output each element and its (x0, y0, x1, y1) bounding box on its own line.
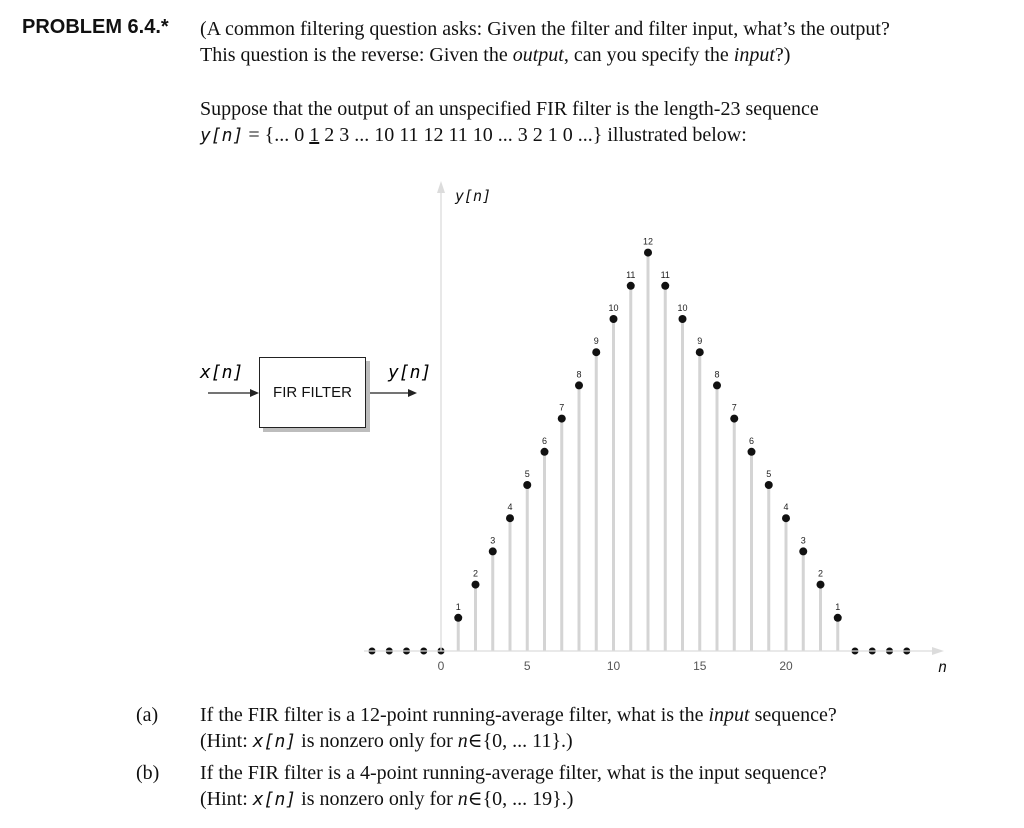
output-arrow-head (408, 389, 417, 397)
stem-point (489, 547, 497, 555)
part-b-line-1: If the FIR filter is a 4-point running-average filter, what is the input sequence? (200, 762, 827, 784)
stem-value-label: 6 (541, 435, 548, 446)
x-axis-label: n (938, 658, 948, 676)
fir-filter-box (259, 357, 366, 428)
stem-value-label: 11 (626, 269, 636, 280)
axes-layer (364, 181, 947, 676)
stem-value-label: 11 (660, 269, 670, 280)
stem-point (782, 514, 790, 522)
stem-point (661, 282, 669, 290)
x-tick-label: 20 (779, 659, 793, 673)
part-a-line-2: (Hint: x[n] is nonzero only for n∈{0, ... 11}.) (200, 730, 573, 752)
stem-value-label: 5 (524, 469, 530, 479)
stem-value-label: 12 (642, 236, 654, 247)
stem-value-label: 10 (608, 303, 619, 313)
stem-point (644, 249, 652, 257)
input-arrow-head (250, 389, 259, 397)
stem-point (472, 581, 480, 589)
input-label: x[n] (200, 362, 244, 383)
stem-point (592, 348, 600, 356)
x-tick-label: 5 (523, 659, 531, 673)
stem-value-label: 1 (455, 601, 461, 612)
stem-value-label: 8 (576, 369, 582, 380)
stem-point (575, 381, 583, 389)
fir-filter-label: FIR FILTER (273, 384, 352, 401)
stem-point (627, 282, 635, 290)
output-label: y[n] (388, 362, 432, 383)
x-tick-label: 0 (437, 659, 445, 673)
stem-value-label: 10 (677, 303, 688, 313)
stem-value-label: 3 (490, 535, 496, 546)
setup-line-2: y[n] = {... 0 1 2 3 ... 10 11 12 11 10 ... 3 2 1 0 ...} illustrated below: (200, 124, 747, 146)
stem-value-label: 5 (766, 469, 772, 479)
stem-value-label: 1 (835, 601, 841, 612)
stem-value-label: 2 (817, 568, 824, 579)
intro-line-2: This question is the reverse: Given the output, can you specify the input?) (200, 44, 791, 66)
output-signal-symbol: y[n] (200, 125, 244, 146)
stem-point (558, 415, 566, 423)
origin-marker: 1 (309, 124, 320, 146)
stem-point (454, 614, 462, 622)
stem-value-label: 2 (472, 568, 479, 579)
stem-point (541, 448, 549, 456)
stem-value-label: 7 (559, 402, 565, 413)
stem-point (713, 381, 721, 389)
stem-value-label: 4 (783, 502, 789, 513)
stem-value-label: 3 (800, 535, 806, 546)
y-axis-arrowhead (437, 181, 445, 193)
stem-layer (369, 237, 911, 655)
stem-value-label: 9 (593, 336, 599, 347)
y-axis-label: y[n] (455, 187, 492, 205)
problem-label: PROBLEM 6.4.* (22, 16, 169, 38)
stem-point (679, 315, 687, 323)
stem-point (730, 415, 738, 423)
stem-point (610, 315, 618, 323)
stem-value-label: 4 (507, 502, 513, 513)
stem-point (834, 614, 842, 622)
part-b-line-2: (Hint: x[n] is nonzero only for n∈{0, ... 19}.) (200, 788, 574, 810)
stem-value-label: 9 (697, 336, 703, 347)
stem-point (523, 481, 531, 489)
x-tick-label: 10 (606, 659, 621, 673)
stem-value-label: 8 (714, 369, 720, 380)
stem-point (799, 547, 807, 555)
part-a-line-1: If the FIR filter is a 12-point running-average filter, what is the input sequence? (200, 704, 837, 726)
stem-point (817, 581, 825, 589)
x-axis-arrowhead (932, 647, 944, 655)
stem-value-label: 7 (731, 402, 737, 413)
stem-point (696, 348, 704, 356)
part-a-label: (a) (136, 704, 159, 726)
x-tick-label: 15 (693, 659, 707, 673)
stem-point (765, 481, 773, 489)
stem-value-label: 6 (748, 435, 755, 446)
stem-point (748, 448, 756, 456)
part-b-label: (b) (136, 762, 160, 784)
setup-line-1: Suppose that the output of an unspecified FIR filter is the length-23 sequence (200, 98, 819, 120)
stem-point (506, 514, 514, 522)
intro-line-1: (A common filtering question asks: Given the filter and filter input, what’s the output? (200, 18, 890, 40)
